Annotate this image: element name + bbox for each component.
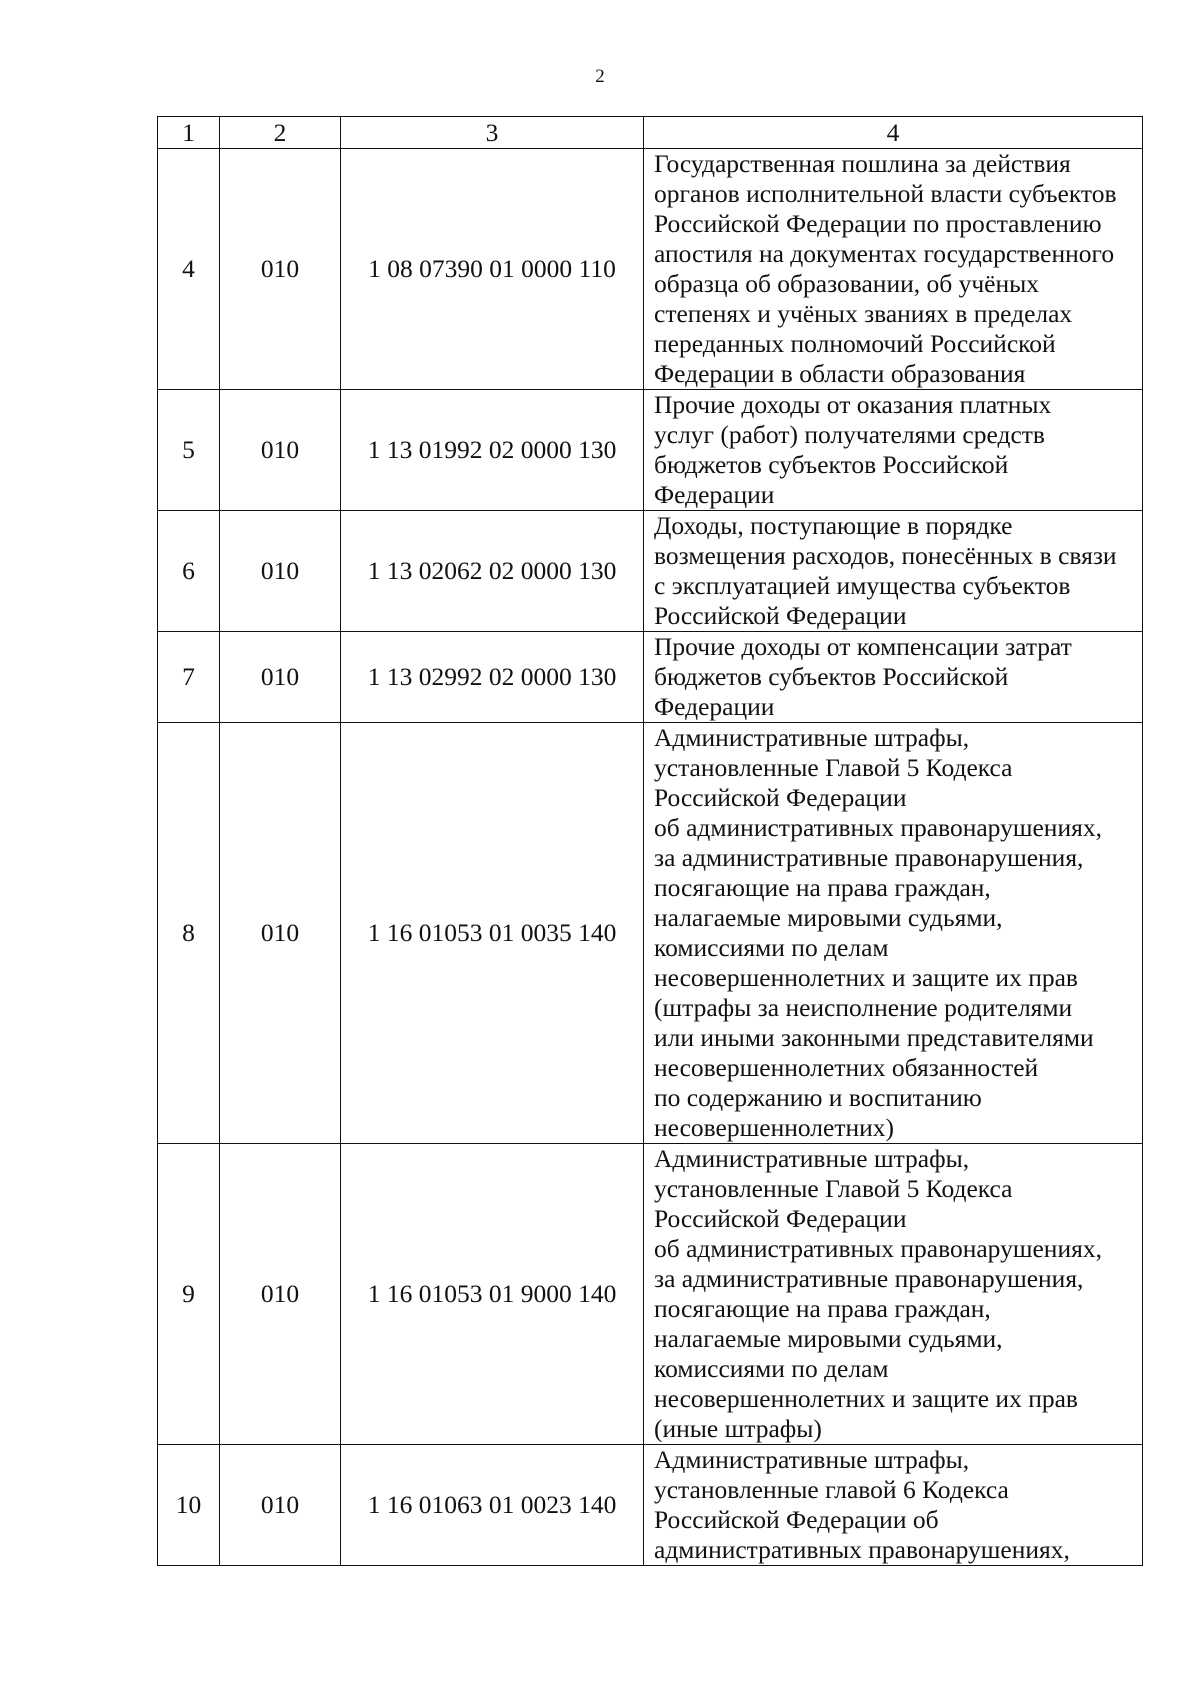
revenue-description: Государственная пошлина за действия органов исполнительной власти субъектов Российской Федерации по проставлению апостиля на документах государственного образца об образовании, об учёных степенях и учёных званиях в пределах переданных полномочий Российской Федерации в области образования: [644, 149, 1143, 390]
column-header-1: 1: [158, 117, 220, 149]
row-number: 8: [158, 723, 220, 1144]
column-header-3: 3: [341, 117, 644, 149]
revenue-description: Прочие доходы от компенсации затрат бюджетов субъектов Российской Федерации: [644, 632, 1143, 723]
budget-classification-code: 1 08 07390 01 0000 110: [341, 149, 644, 390]
table-row: [158, 723, 1143, 1144]
admin-code: 010: [220, 1144, 341, 1445]
column-header-2: 2: [220, 117, 341, 149]
budget-classification-code: 1 13 02062 02 0000 130: [341, 511, 644, 632]
admin-code: 010: [220, 511, 341, 632]
column-header-4: 4: [644, 117, 1143, 149]
admin-code: 010: [220, 1445, 341, 1566]
revenue-description: Доходы, поступающие в порядке возмещения расходов, понесённых в связи с эксплуатацией имущества субъектов Российской Федерации: [644, 511, 1143, 632]
budget-classification-code: 1 13 01992 02 0000 130: [341, 390, 644, 511]
revenue-description: Административные штрафы, установленные Главой 5 Кодекса Российской Федерации об административных правонарушениях, за административные правонарушения, посягающие на права граждан, налагаемые мировыми судьями, комиссиями по делам несовершеннолетних и защите их прав (иные штрафы): [644, 1144, 1143, 1445]
table-row: [158, 632, 1143, 723]
table-row: [158, 390, 1143, 511]
table-header-row: [158, 117, 1143, 149]
admin-code: 010: [220, 632, 341, 723]
admin-code: 010: [220, 723, 341, 1144]
budget-classification-code: 1 13 02992 02 0000 130: [341, 632, 644, 723]
revenue-codes-table: [157, 116, 1143, 1566]
admin-code: 010: [220, 149, 341, 390]
page-number: 2: [595, 66, 605, 87]
budget-classification-code: 1 16 01053 01 0035 140: [341, 723, 644, 1144]
table-row: [158, 1144, 1143, 1445]
revenue-description: Административные штрафы, установленные главой 6 Кодекса Российской Федерации об административных правонарушениях,: [644, 1445, 1143, 1566]
row-number: 9: [158, 1144, 220, 1445]
table-row: [158, 1445, 1143, 1566]
revenue-description: Прочие доходы от оказания платных услуг (работ) получателями средств бюджетов субъектов Российской Федерации: [644, 390, 1143, 511]
budget-classification-code: 1 16 01053 01 9000 140: [341, 1144, 644, 1445]
table-row: [158, 511, 1143, 632]
row-number: 4: [158, 149, 220, 390]
row-number: 6: [158, 511, 220, 632]
budget-classification-code: 1 16 01063 01 0023 140: [341, 1445, 644, 1566]
row-number: 5: [158, 390, 220, 511]
table-row: [158, 149, 1143, 390]
admin-code: 010: [220, 390, 341, 511]
row-number: 7: [158, 632, 220, 723]
revenue-description: Административные штрафы, установленные Главой 5 Кодекса Российской Федерации об административных правонарушениях, за административные правонарушения, посягающие на права граждан, налагаемые мировыми судьями, комиссиями по делам несовершеннолетних и защите их прав (штрафы за неисполнение родителями или иными законными представителями несовершеннолетних обязанностей по содержанию и воспитанию несовершеннолетних): [644, 723, 1143, 1144]
row-number: 10: [158, 1445, 220, 1566]
